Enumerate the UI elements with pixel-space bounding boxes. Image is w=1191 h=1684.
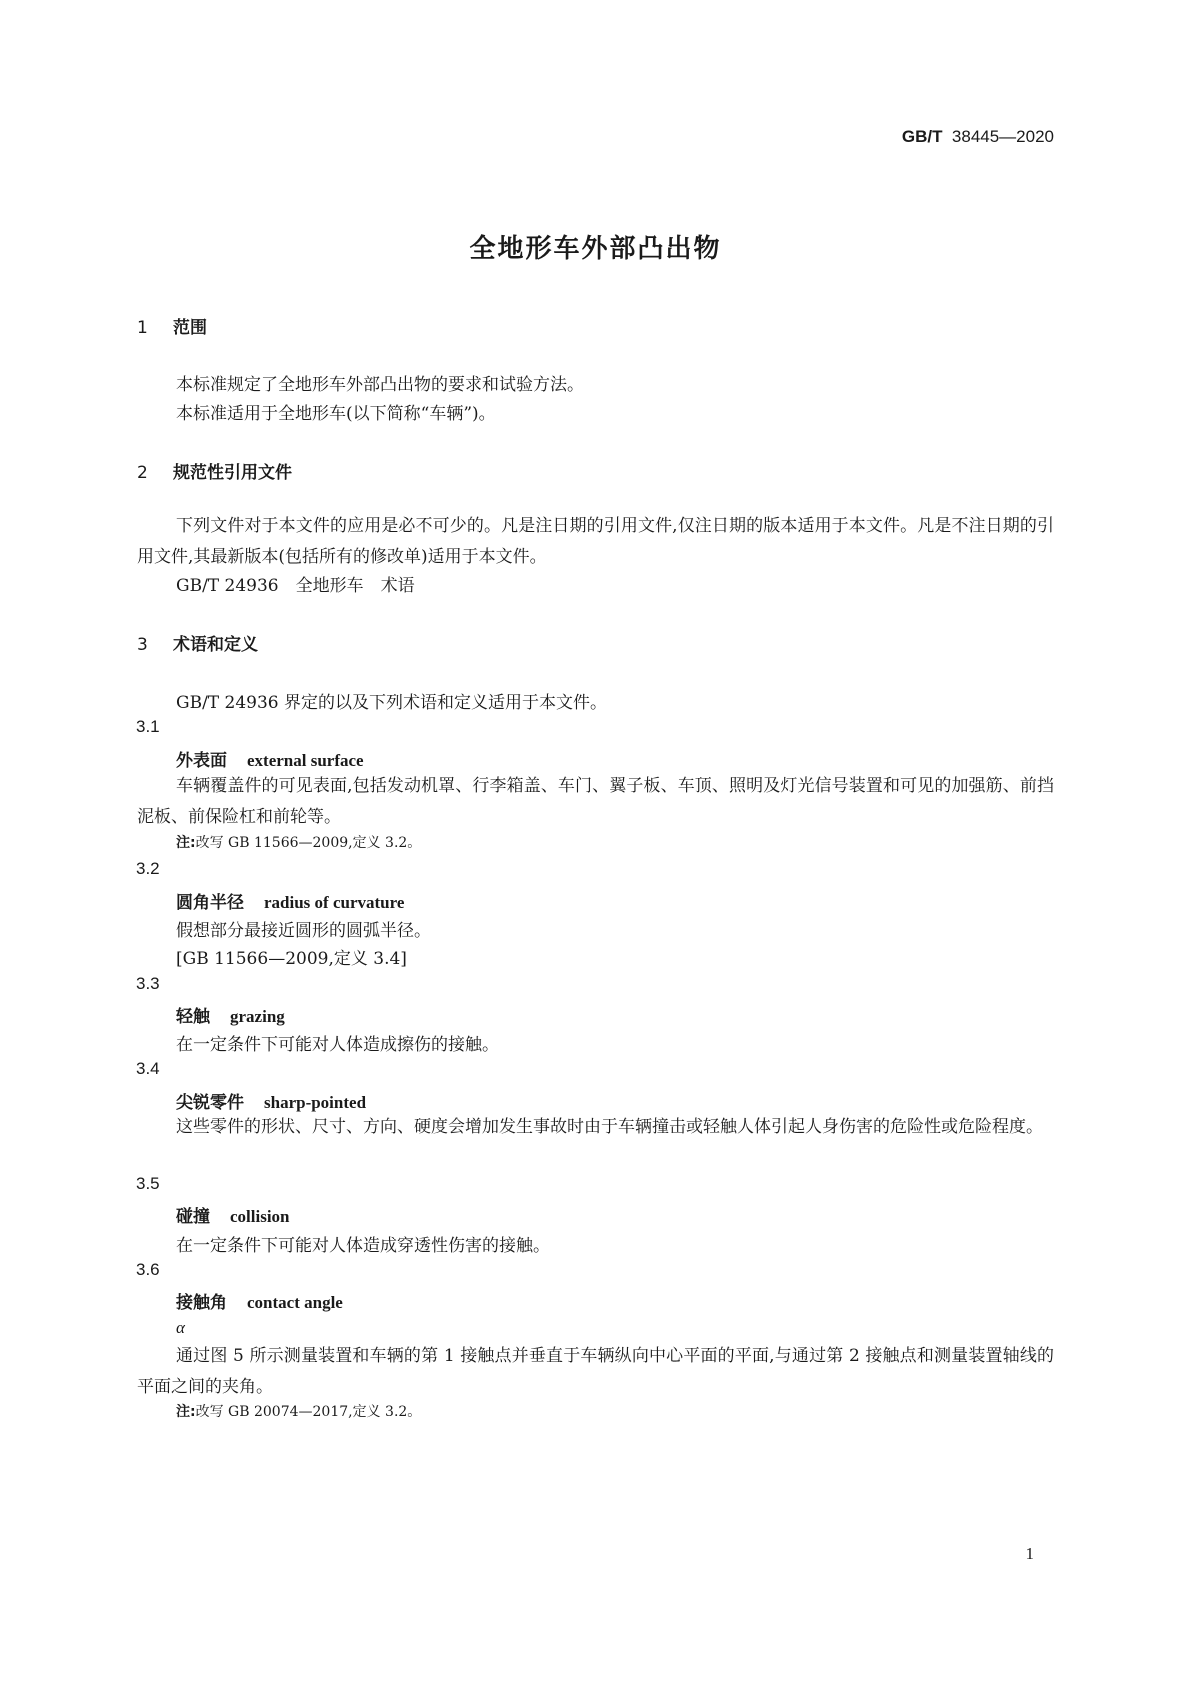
paragraph: 下列文件对于本文件的应用是必不可少的。凡是注日期的引用文件,仅注日期的版本适用于本文件。凡是不注日期的引用文件,其最新版本(包括所有的修改单)适用于本文件。 [137,516,1054,567]
term-heading: 外表面 external surface [176,751,364,771]
term-number: 3.6 [136,1260,160,1279]
section-heading: 3 术语和定义 [137,635,258,655]
reference-item: GB/T 24936 全地形车 术语 [176,576,415,596]
paragraph: 本标准适用于全地形车(以下简称“车辆”)。 [176,404,496,424]
term-source: [GB 11566—2009,定义 3.4] [176,949,407,969]
paragraph: 本标准规定了全地形车外部凸出物的要求和试验方法。 [176,375,584,395]
term-definition: 这些零件的形状、尺寸、方向、硬度会增加发生事故时由于车辆撞击或轻触人体引起人身伤害的危险性或危险程度。 [176,1117,1043,1137]
paragraph: GB/T 24936 界定的以及下列术语和定义适用于本文件。 [176,693,608,713]
term-number: 3.5 [136,1174,160,1193]
term-heading: 接触角 contact angle [176,1293,343,1313]
term-heading: 碰撞 collision [176,1207,290,1227]
term-heading: 圆角半径 radius of curvature [176,893,405,913]
term-definition: 假想部分最接近圆形的圆弧半径。 [176,921,431,941]
section-heading: 1 范围 [137,318,207,338]
term-note: 注:改写 GB 20074—2017,定义 3.2。 [176,1404,422,1420]
term-number: 3.3 [136,974,160,993]
term-definition: 车辆覆盖件的可见表面,包括发动机罩、行李箱盖、车门、翼子板、车顶、照明及灯光信号装置和可见的加强筋、前挡泥板、前保险杠和前轮等。 [137,776,1054,827]
section-heading: 2 规范性引用文件 [137,463,292,483]
term-definition: 通过图 5 所示测量装置和车辆的第 1 接触点并垂直于车辆纵向中心平面的平面,与通过第 2 接触点和测量装置轴线的平面之间的夹角。 [137,1346,1054,1397]
term-number: 3.4 [136,1059,160,1078]
term-heading: 尖锐零件 sharp-pointed [176,1093,367,1113]
term-heading: 轻触 grazing [176,1007,285,1027]
term-definition: 在一定条件下可能对人体造成擦伤的接触。 [176,1035,499,1055]
standard-code: GB/T 38445—2020 [901,127,1054,146]
term-number: 3.2 [136,859,160,878]
document-title: 全地形车外部凸出物 [469,234,722,264]
term-symbol: α [176,1318,185,1337]
term-note: 注:改写 GB 11566—2009,定义 3.2。 [176,835,422,851]
page-number: 1 [1025,1544,1034,1563]
term-definition: 在一定条件下可能对人体造成穿透性伤害的接触。 [176,1236,550,1256]
term-number: 3.1 [136,717,160,736]
